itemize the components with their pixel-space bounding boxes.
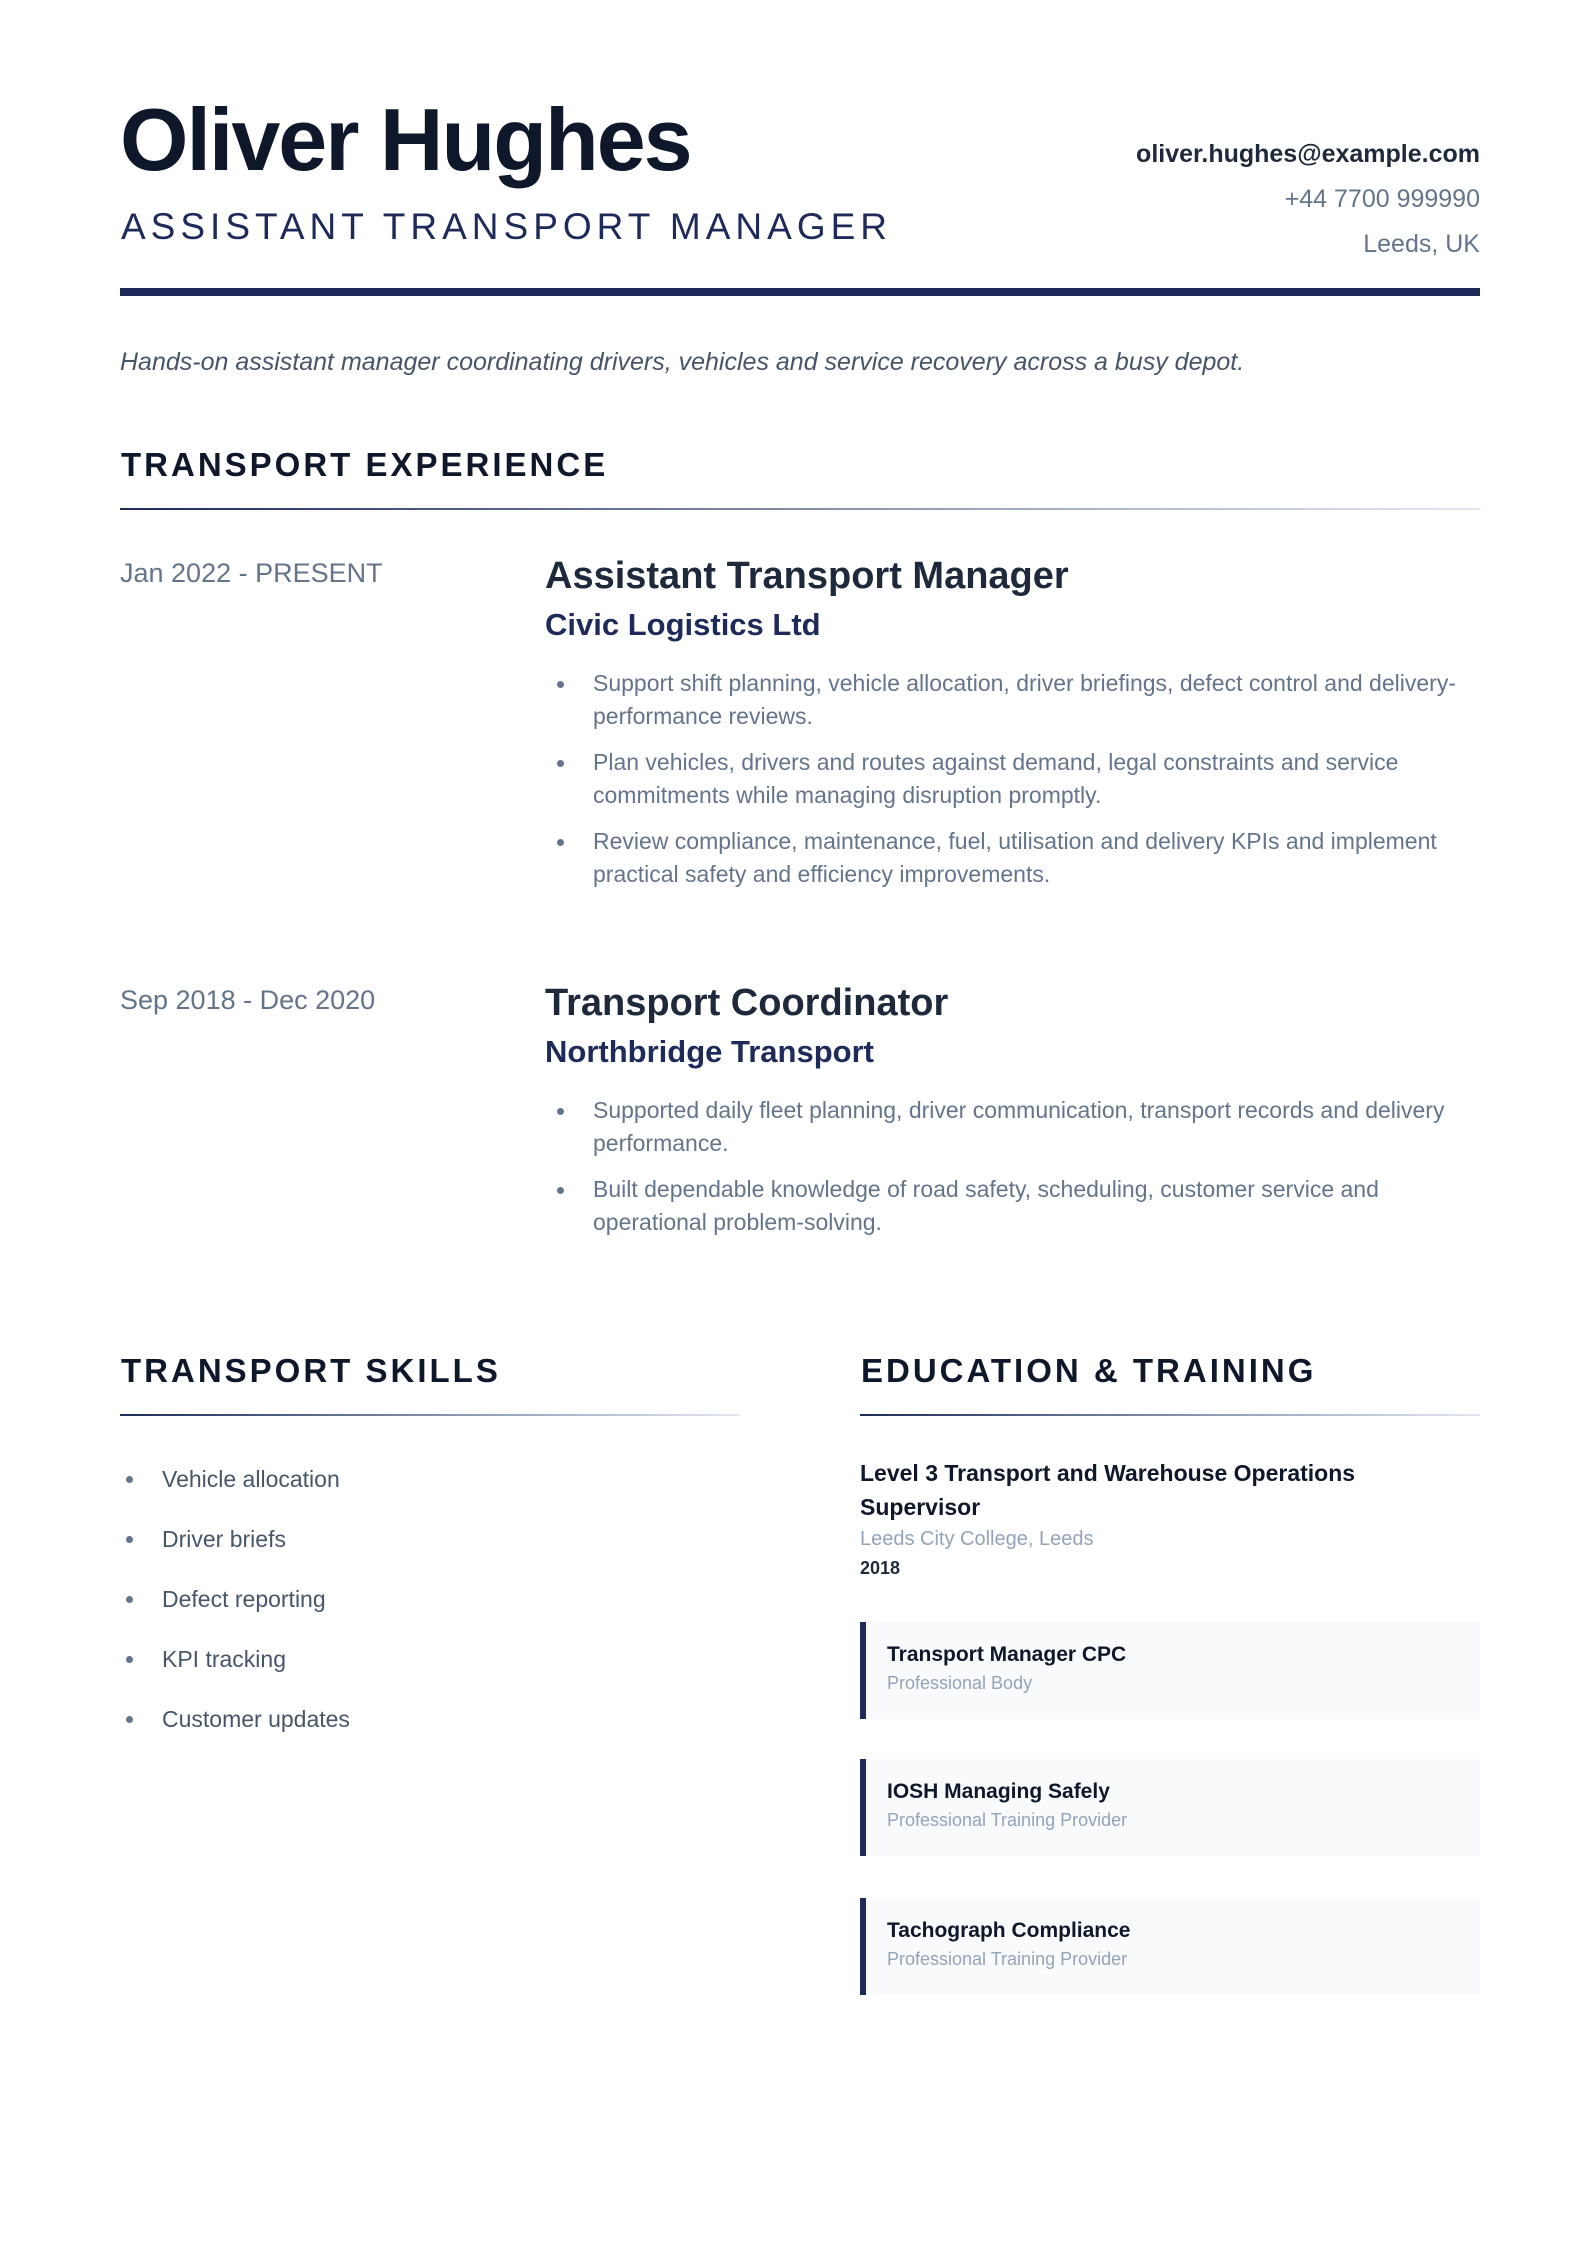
cert-card (860, 1622, 1480, 1719)
skill-item: Vehicle allocation (120, 1462, 740, 1522)
job-company: Northbridge Transport (545, 1033, 874, 1069)
job-date: Sep 2018 - Dec 2020 (120, 985, 376, 1015)
skills-list (120, 1462, 740, 1762)
cert-org: Professional Body (887, 1673, 1033, 1693)
job-body (545, 554, 1480, 904)
job-date: Jan 2022 - PRESENT (120, 558, 383, 588)
job-bullet: Supported daily fleet planning, driver communication, transport records and delivery performance. (545, 1094, 1480, 1160)
skill-item: Driver briefs (120, 1522, 740, 1582)
job-bullets (545, 1094, 1480, 1239)
cert-org: Professional Training Provider (887, 1949, 1128, 1969)
job-bullets (545, 667, 1480, 891)
education-entry (860, 1456, 1480, 1582)
job-bullet: Plan vehicles, drivers and routes against demand, legal constraints and service commitments while managing disruption promptly. (545, 746, 1480, 812)
skill-item: KPI tracking (120, 1642, 740, 1702)
summary-text: Hands-on assistant manager coordinating drivers, vehicles and service recovery across a busy depot. (120, 348, 1245, 376)
experience-section-title: TRANSPORT EXPERIENCE (121, 446, 609, 483)
contact-location: Leeds, UK (1363, 230, 1480, 258)
experience-divider (120, 508, 1480, 510)
job-bullet: Review compliance, maintenance, fuel, utilisation and delivery KPIs and implement practical safety and efficiency improvements. (545, 825, 1480, 891)
job-bullet: Support shift planning, vehicle allocation, driver briefings, defect control and delivery-performance reviews. (545, 667, 1480, 733)
education-year: 2018 (860, 1558, 901, 1578)
job-title: Transport Coordinator (545, 982, 949, 1024)
candidate-role: ASSISTANT TRANSPORT MANAGER (121, 206, 892, 247)
cert-title: Tachograph Compliance (887, 1919, 1131, 1942)
education-school: Leeds City College, Leeds (860, 1528, 1094, 1550)
skill-item: Defect reporting (120, 1582, 740, 1642)
skills-divider (120, 1414, 740, 1416)
contact-phone: +44 7700 999990 (1284, 185, 1480, 213)
job-body (545, 981, 1480, 1252)
skill-item: Customer updates (120, 1702, 740, 1762)
job-bullet: Built dependable knowledge of road safety, scheduling, customer service and operational problem-solving. (545, 1173, 1480, 1239)
education-degree: Level 3 Transport and Warehouse Operations Supervisor (860, 1460, 1356, 1520)
header-divider (120, 288, 1480, 296)
cert-card (860, 1898, 1480, 1995)
contact-email[interactable]: oliver.hughes@example.com (1136, 140, 1480, 168)
cert-title: IOSH Managing Safely (887, 1780, 1110, 1803)
cert-card (860, 1759, 1480, 1856)
candidate-name: Oliver Hughes (120, 90, 691, 189)
job-title: Assistant Transport Manager (545, 555, 1069, 597)
cert-org: Professional Training Provider (887, 1810, 1128, 1830)
education-section-title: EDUCATION & TRAINING (861, 1352, 1317, 1389)
cert-title: Transport Manager CPC (887, 1643, 1127, 1666)
education-divider (860, 1414, 1480, 1416)
job-company: Civic Logistics Ltd (545, 606, 821, 642)
contact-block (1136, 132, 1480, 267)
skills-section-title: TRANSPORT SKILLS (121, 1352, 501, 1389)
